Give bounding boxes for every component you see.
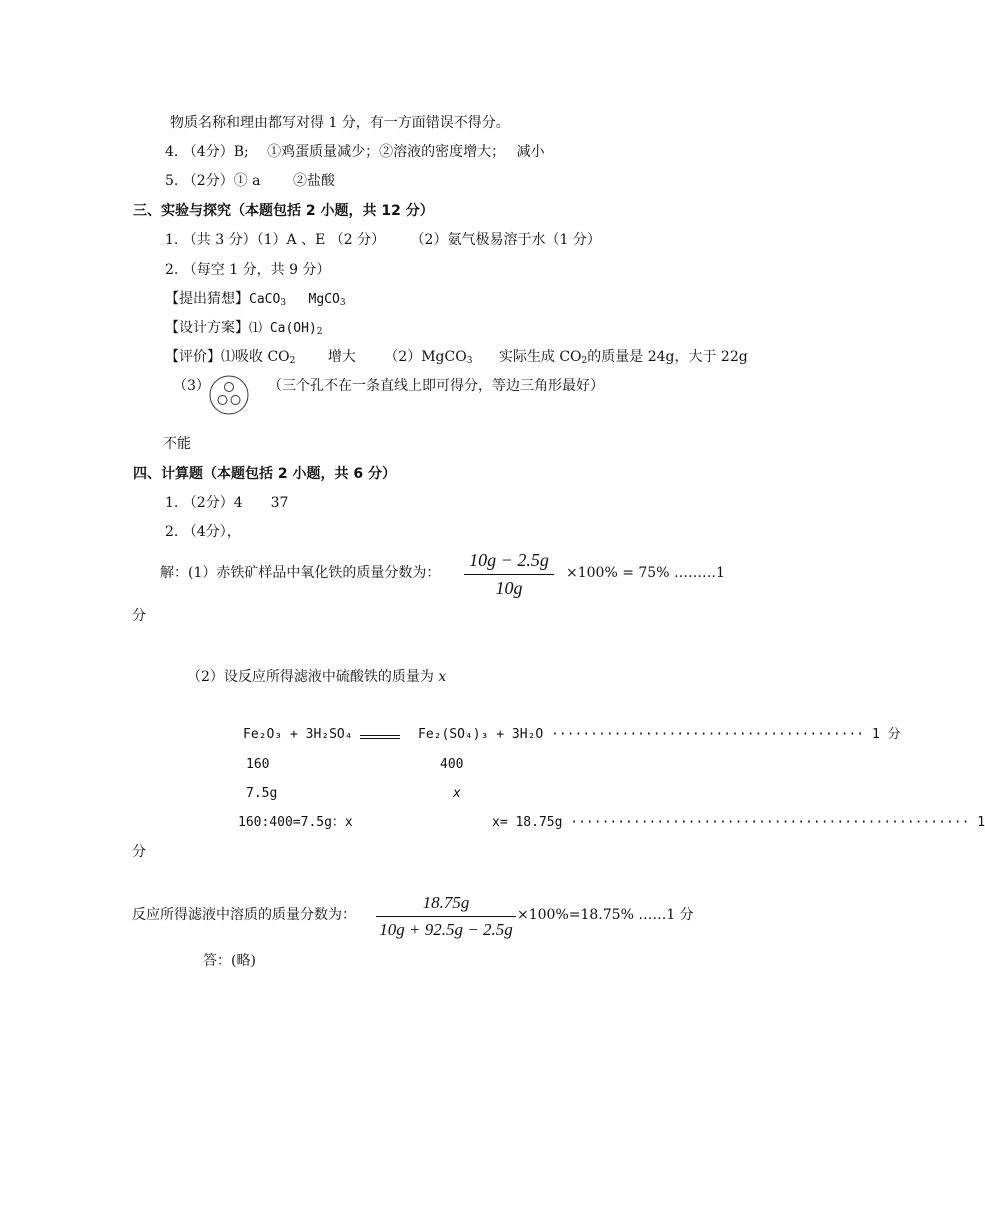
answer-5: 5. （2分）① a ②盐酸 [165, 173, 335, 189]
fraction-solute [376, 893, 516, 940]
solution-part-1-result: ×100% = 75% ………1 [566, 565, 725, 581]
evaluation-a-sub: 2 [289, 356, 296, 366]
evaluation-d: 实际生成 CO [498, 349, 582, 365]
answer-cannot: 不能 [163, 436, 191, 452]
line-wrap-fen-1: 分 [132, 608, 146, 624]
hypothesis-a: CaCO [249, 292, 281, 307]
hypothesis-b-sub: 3 [339, 298, 346, 308]
ratio-row-2-right: x [453, 786, 461, 801]
evaluation-label: 【评价】 [165, 349, 221, 365]
hole-right [231, 396, 240, 405]
solute-fraction-label: 反应所得滤液中溶质的质量分数为： [132, 907, 356, 923]
final-answer: 答：(略) [203, 953, 256, 969]
evaluation-d-sub: 2 [581, 356, 588, 366]
line-note: 物质名称和理由都写对得 1 分，有一方面错误不得分。 [170, 115, 510, 131]
fraction-1-bar [464, 574, 554, 575]
calc-answer-1: 1. （2分）4 37 [165, 495, 289, 511]
equation-left: Fe₂O₃ + 3H₂SO₄ [243, 727, 353, 742]
solution-part-2-setup [187, 668, 446, 686]
design-a: ⑴ Ca(OH) [249, 321, 317, 336]
solution-part-1: 解：(1）赤铁矿样品中氧化铁的质量分数为： [160, 565, 441, 581]
calc-answer-2: 2. （4分）， [165, 524, 241, 540]
evaluation-c-sub: 3 [466, 356, 473, 366]
design-line [165, 319, 323, 338]
fraction-1-denominator: 10g [495, 578, 523, 598]
fraction-2-numerator: 18.75g [422, 893, 470, 912]
section-heading-4: 四、计算题（本题包括 2 小题，共 6 分） [133, 466, 396, 482]
answer-4: 4. （4分）B; ①鸡蛋质量减少；②溶液的密度增大； 减小 [165, 144, 545, 160]
evaluation-c: （2）MgCO [384, 349, 467, 365]
hypothesis-a-sub: 3 [280, 298, 287, 308]
ratio-row-2-left: 7.5g [246, 786, 278, 801]
fraction-iron-oxide [464, 550, 554, 599]
result-line: x= 18.75g ··················································· 1 [492, 815, 985, 830]
line-wrap-fen-2: 分 [132, 844, 146, 860]
hypothesis-b: MgCO [308, 292, 340, 307]
proportion-line: 160:400=7.5g：x [238, 815, 353, 830]
equation-right: Fe₂(SO₄)₃ + 3H₂O ········································ 1 分 [418, 727, 901, 742]
fraction-2-bar [376, 916, 516, 917]
design-a-sub: 2 [316, 327, 323, 337]
evaluation-b: 增大 [327, 349, 356, 365]
evaluation-a: ⑴吸收 CO [221, 349, 290, 365]
hole-top [225, 383, 234, 392]
hole-left [218, 396, 227, 405]
part-3-text: （三个孔不在一条直线上即可得分，等边三角形最好） [268, 378, 604, 394]
hypothesis-line [165, 290, 346, 309]
part-3-label: （3） [173, 378, 210, 394]
evaluation-e: 的质量是 24g，大于 22g [587, 349, 748, 365]
evaluation-line [165, 348, 748, 366]
three-hole-diagram [207, 374, 251, 416]
setup-variable: x [438, 669, 447, 685]
ratio-row-1-right: 400 [440, 757, 464, 772]
fraction-2-denominator: 10g + 92.5g − 2.5g [379, 920, 513, 939]
outer-circle [210, 376, 248, 414]
ratio-row-1-left: 160 [246, 757, 270, 772]
solute-fraction-result: ×100%=18.75% ……1 分 [517, 907, 694, 923]
exp-answer-1: 1. （共 3 分）（1）A 、E （2 分） （2）氨气极易溶于水（1 分） [165, 232, 601, 248]
hypothesis-label: 【提出猜想】 [165, 291, 249, 307]
fraction-1-numerator: 10g − 2.5g [469, 550, 549, 570]
equals-sign [360, 735, 400, 739]
section-heading-3: 三、实验与探究（本题包括 2 小题，共 12 分） [133, 203, 434, 219]
setup-text: （2）设反应所得滤液中硫酸铁的质量为 [187, 669, 439, 685]
exp-answer-2: 2. （每空 1 分，共 9 分） [165, 262, 331, 278]
design-label: 【设计方案】 [165, 320, 249, 336]
